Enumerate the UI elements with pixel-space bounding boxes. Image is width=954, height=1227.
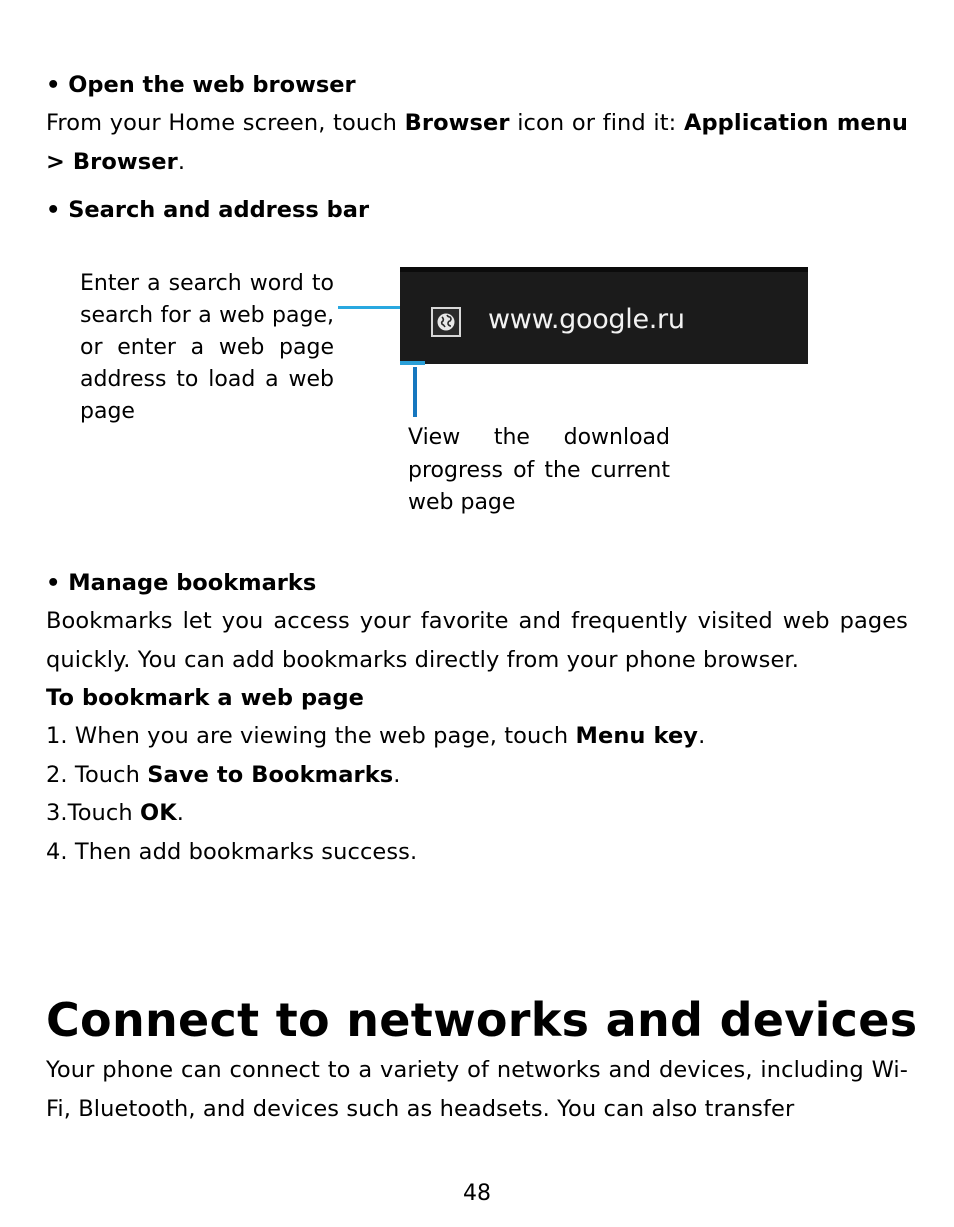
save-to-bookmarks-term: Save to Bookmarks: [147, 762, 394, 788]
globe-icon: [431, 307, 461, 337]
bookmark-step-2: [46, 756, 908, 795]
browser-address-bar-screenshot: [400, 267, 808, 364]
section-heading-bookmarks: • Manage bookmarks: [46, 570, 317, 596]
text-fragment: icon or find it:: [509, 110, 684, 136]
bookmarks-intro: Bookmarks let you access your favorite and frequently visited web pages quickly. You can add bookmarks directly from your phone browser.: [46, 608, 908, 673]
menu-key-term: Menu key: [575, 723, 699, 749]
text-fragment: .: [698, 723, 706, 749]
text-fragment: .: [177, 148, 186, 175]
callout-progress-description: View the download progress of the current web page: [408, 425, 670, 515]
connect-paragraph: Your phone can connect to a variety of networks and devices, including Wi-Fi, Bluetooth, and devices such as headsets. You can also transfer: [46, 1057, 908, 1122]
text-fragment: 1. When you are viewing the web page, touch: [46, 723, 576, 749]
bookmark-step-1: [46, 717, 908, 756]
browser-term: Browser: [404, 110, 510, 136]
text-fragment: From your Home screen, touch: [46, 110, 405, 136]
text-fragment: .: [176, 800, 185, 826]
bookmark-step-3: [46, 794, 908, 833]
text-fragment: .: [393, 762, 401, 788]
callout-line-progress: [413, 367, 417, 417]
progress-indicator: [400, 361, 425, 365]
section-heading-open-browser: • Open the web browser: [46, 72, 356, 98]
text-fragment: 2. Touch: [46, 762, 148, 788]
application-menu-path: Application menu > Browser: [46, 110, 908, 175]
page-number: 48: [463, 1181, 491, 1206]
chapter-title: Connect to networks and devices: [46, 993, 918, 1047]
callout-search-description: Enter a search word to search for a web page, or enter a web page address to load a web page: [80, 271, 334, 424]
address-url-text: www.google.ru: [488, 304, 685, 335]
bookmark-subheading: To bookmark a web page: [46, 685, 365, 711]
section-heading-search-bar: • Search and address bar: [46, 197, 370, 223]
ok-term: OK: [140, 800, 177, 826]
text-fragment: 3.Touch: [46, 800, 140, 826]
open-browser-paragraph: [46, 104, 908, 181]
bookmark-step-4: 4. Then add bookmarks success.: [46, 839, 418, 865]
